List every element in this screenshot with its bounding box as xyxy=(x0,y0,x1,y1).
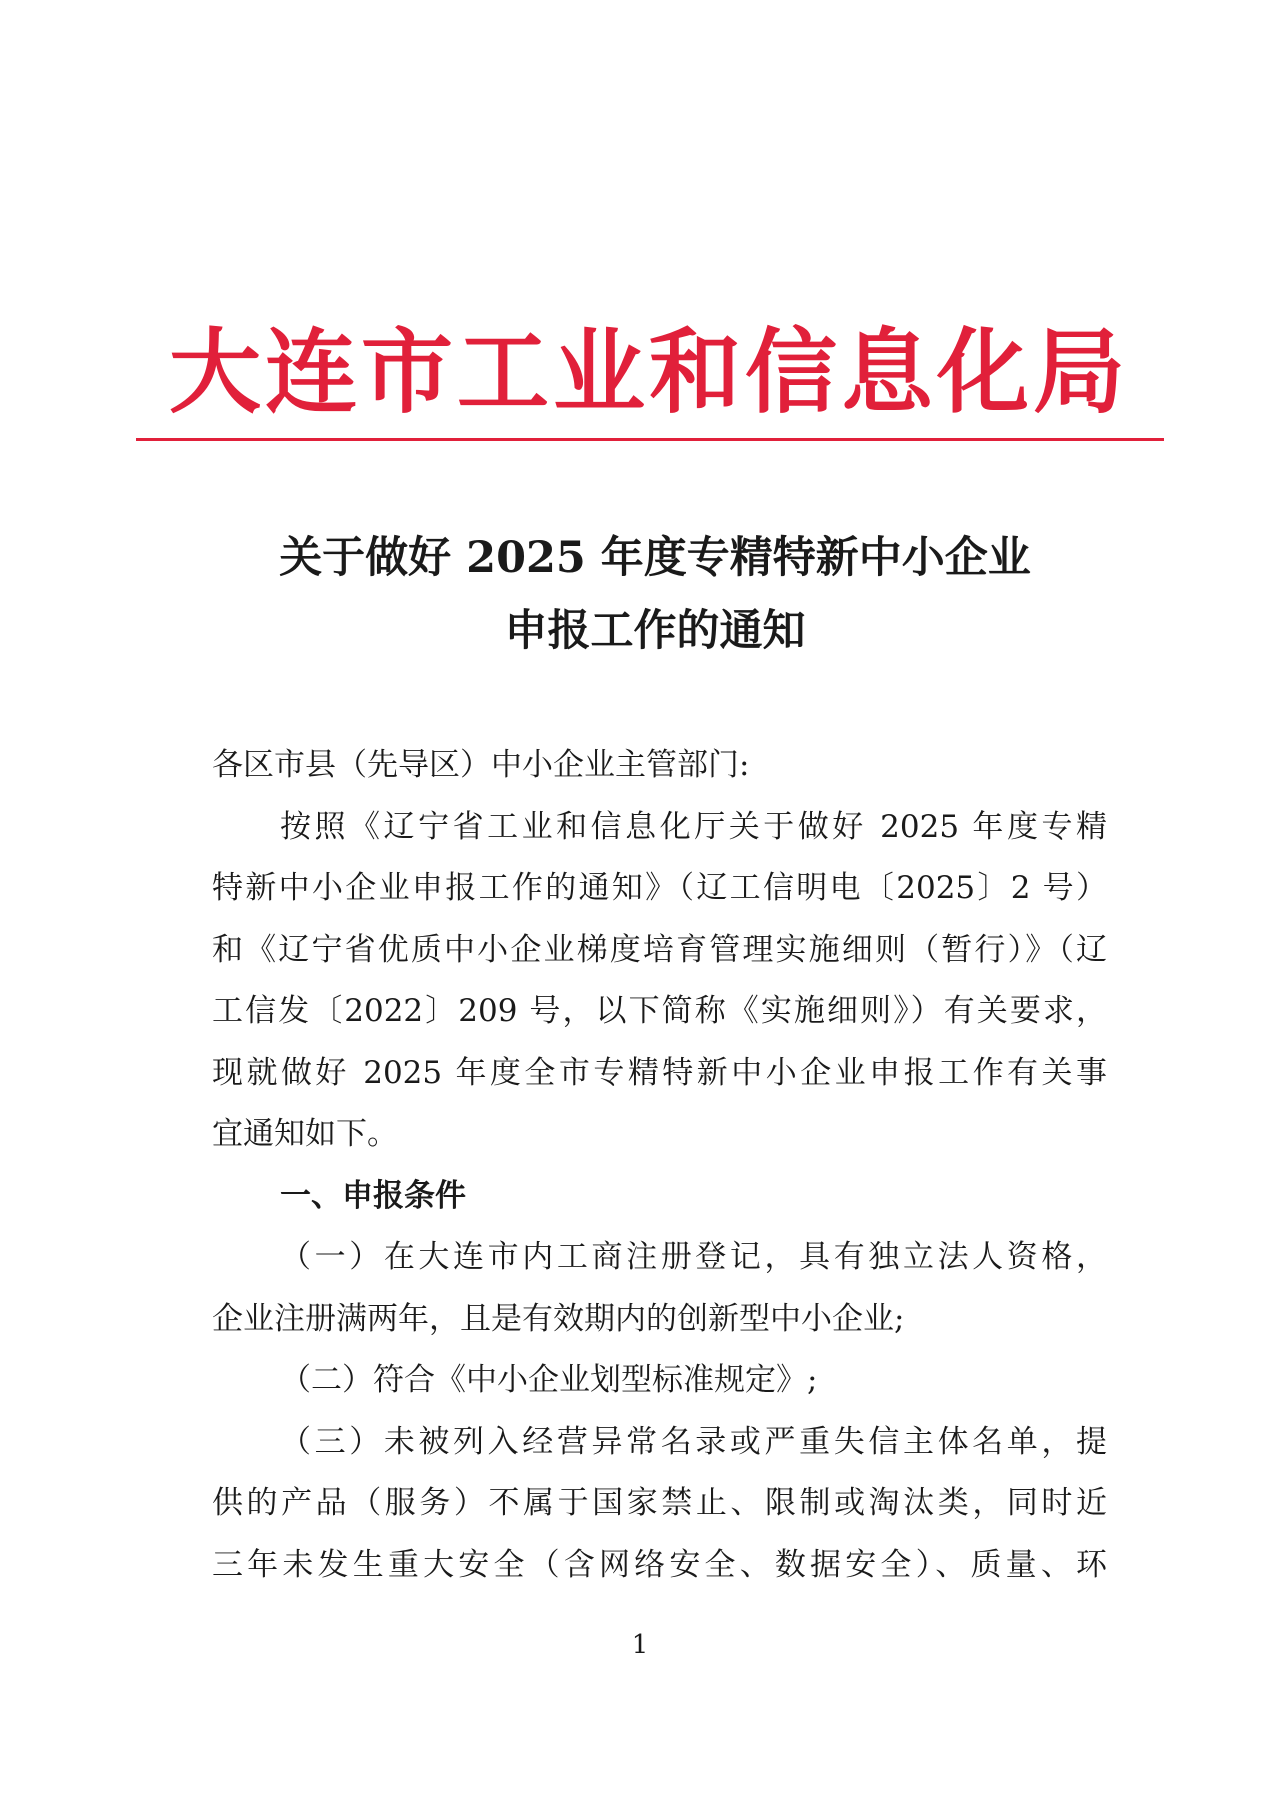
condition-1-line: （一）在大连市内工商注册登记，具有独立法人资格， xyxy=(280,1239,1107,1275)
issuing-authority-header: 大连市工业和信息化局 xyxy=(168,319,1129,426)
document-title-line-1: 关于做好 2025 年度专精特新中小企业 xyxy=(279,533,1031,583)
document-body xyxy=(212,735,1107,1596)
intro-line: 特新中小企业申报工作的通知》（辽工信明电〔2025〕2 号） xyxy=(212,870,1107,906)
section-heading-application-conditions: 一、申报条件 xyxy=(280,1177,466,1214)
salutation: 各区市县（先导区）中小企业主管部门: xyxy=(212,747,750,783)
condition-2-line: （二）符合《中小企业划型标准规定》; xyxy=(280,1362,818,1398)
condition-3-line: （三）未被列入经营异常名录或严重失信主体名单，提 xyxy=(280,1423,1107,1460)
condition-3-line: 三年未发生重大安全（含网络安全、数据安全）、质量、环 xyxy=(212,1546,1107,1583)
intro-line: 按照《辽宁省工业和信息化厅关于做好 2025 年度专精 xyxy=(280,808,1107,845)
document-title-line-2: 申报工作的通知 xyxy=(504,606,806,656)
condition-1-line: 企业注册满两年，且是有效期内的创新型中小企业; xyxy=(212,1300,905,1337)
intro-line: 现就做好 2025 年度全市专精特新中小企业申报工作有关事 xyxy=(212,1054,1107,1091)
condition-3-line: 供的产品（服务）不属于国家禁止、限制或淘汰类，同时近 xyxy=(212,1485,1107,1521)
intro-line: 工信发〔2022〕209 号，以下简称《实施细则》）有关要求， xyxy=(212,993,1107,1029)
intro-line: 宜通知如下。 xyxy=(212,1116,398,1152)
intro-line: 和《辽宁省优质中小企业梯度培育管理实施细则（暂行）》（辽 xyxy=(212,931,1107,968)
document-title xyxy=(140,522,1170,668)
page-number: 1 xyxy=(631,1630,649,1660)
red-divider-line xyxy=(136,438,1164,441)
